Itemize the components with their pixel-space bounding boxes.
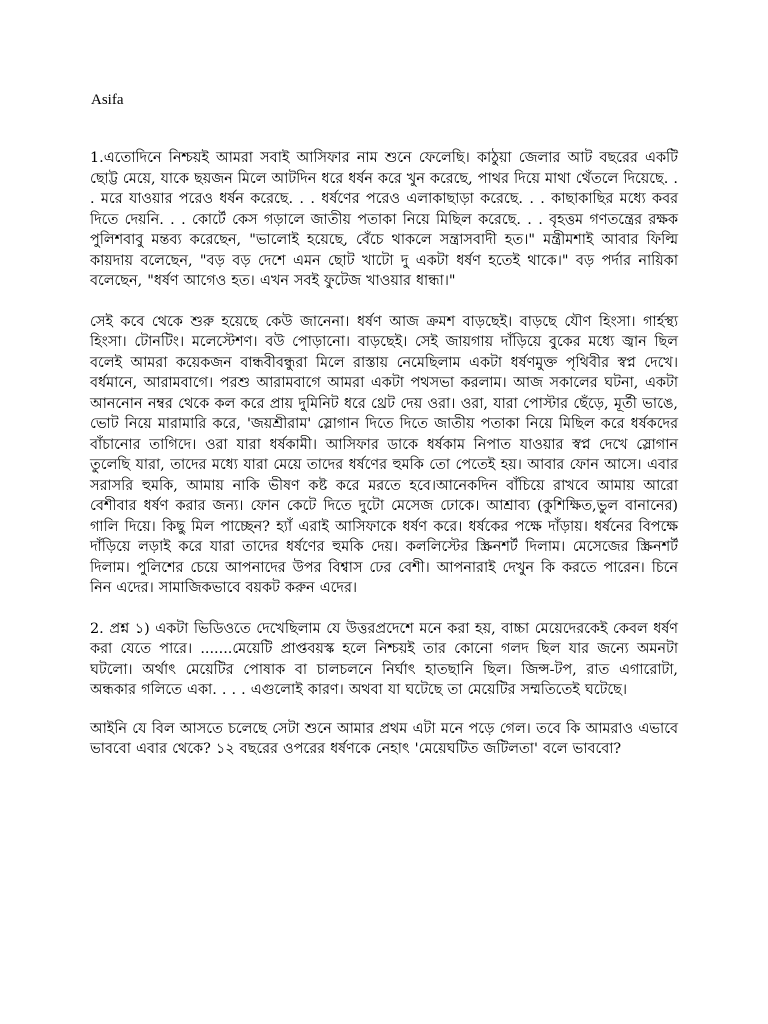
paragraph-asifa-incident: 1.এতোদিনে নিশ্চয়ই আমরা সবাই আসিফার নাম শুনে ফেলেছি। কাঠুয়া জেলার আট বছরের একটি ছোট্ট মেয়ে, যাকে ছয়জন মিলে আটদিন ধরে ধর্ষন করে খুন করেছে, পাথর দিয়ে মাথা থেঁতলে দিয়েছে. . . মরে যাওয়ার পরেও ধর্ষন করেছে. . . ধর্ষণের পরেও এলাকাছাড়া করেছে. . . কাছাকাছির মধ্যে কবর দিতে দেয়নি. . . কোর্টে কেস গড়ালে জাতীয় পতাকা নিয়ে মিছিল করেছে. . . বৃহত্তম গণতন্ত্রের রক্ষক পুলিশবাবু মন্তব্য করেছেন, "ভালোই হয়েছে, বেঁচে থাকলে সন্ত্রাসবাদী হত।" মন্ত্রীমশাই আবার ফিল্মি কায়দায় বলেছেন, "বড় বড় দেশে এমন ছোট খাটো দু একটা ধর্ষণ হতেই থাকে।" বড় পর্দার নায়িকা বলেছেন, "ধর্ষণ আগেও হত। এখন সবই ফুটেজ খাওয়ার ধান্ধা।" [90, 150, 678, 289]
paragraph-question-one: 2. প্রশ্ন ১) একটা ভিডিওতে দেখেছিলাম যে উত্তরপ্রদেশে মনে করা হয়, বাচ্চা মেয়েদেরকেই কেবল ধর্ষণ করা যেতে পারে। .......মেয়েটি প্রাপ্তবয়স্ক হলে নিশ্চয়ই তার কোনো গলদ ছিল যার জন্যে অমনটা ঘটলো। অর্থাৎ মেয়েটির পোষাক বা চালচলনে নির্ঘাৎ হাতছানি ছিল। জিন্স-টপ, রাত এগারোটা, অন্ধকার গলিতে একা. . . . এগুলোই কারণ। অথবা যা ঘটেছে তা মেয়েটির সম্মতিতেই ঘটেছে। [90, 620, 678, 698]
document-title: Asifa [91, 92, 124, 108]
paragraph-legal-bill: আইনি যে বিল আসতে চলেছে সেটা শুনে আমার প্রথম এটা মনে পড়ে গেল। তবে কি আমরাও এভাবে ভাববো এবার থেকে? ১২ বছরের ওপরের ধর্ষণকে নেহাৎ 'মেয়েঘটিত জটিলতা' বলে ভাববো? [90, 720, 678, 757]
document-body [90, 148, 678, 780]
paragraph-threats: সেই কবে থেকে শুরু হয়েছে কেউ জানেনা। ধর্ষণ আজ ক্রমশ বাড়ছেই। বাড়ছে যৌণ হিংসা। গার্হস্থ্য হিংসা। টোনটিং। মলেস্টেশণ। বউ পোড়ানো। বাড়ছেই। সেই জায়গায় দাঁড়িয়ে বুকের মধ্যে জ্বান ছিল বলেই আমরা কয়েকজন বান্ধবীবন্ধুরা মিলে রাস্তায় নেমেছিলাম একটা ধর্ষণমুক্ত পৃথিবীর স্বপ্ন দেখে। বর্ধমানে, আরামবাগে। পরশু আরামবাগে আমরা একটা পথসভা করলাম। আজ সকালের ঘটনা, একটা আননোন নম্বর থেকে কল করে প্রায় দুমিনিট ধরে থ্রেট দেয় ওরা। ওরা, যারা পোস্টার ছেঁড়ে, মূর্তী ভাঙে, ভোট নিয়ে মারামারি করে, 'জয়শ্রীরাম' স্লোগান দিতে দিতে জাতীয় পতাকা নিয়ে মিছিল করে ধর্ষকদের বাঁচানোর তাগিদে। ওরা যারা ধর্ষকামী। আসিফার ডাকে ধর্ষকাম নিপাত যাওয়ার স্বপ্ন দেখে স্লোগান তুলেছি যারা, তাদের মধ্যে যারা মেয়ে তাদের ধর্ষণের হুমকি তো পেতেই হয়। আবার ফোন আসে। এবার সরাসরি হুমকি, আমায় নাকি ভীষণ কষ্ট করে মরতে হবে।আনেকদিন বাঁচিয়ে রাখবে আমায় আরো বেশীবার ধর্ষণ করার জন্য। ফোন কেটে দিতে দুটো মেসেজ ঢোকে। আশ্রাব্য (কুশিক্ষিত,ভুল বানানের) গালি দিয়ে। কিছু মিল পাচ্ছেন? হ্যাঁ এরাই আসিফাকে ধর্ষণ করে। ধর্ষকের পক্ষে দাঁড়ায়। ধর্ষনের বিপক্ষে দাঁড়িয়ে লড়াই করে যারা তাদের ধর্ষণের হুমকি দেয়। কললিস্টের স্ক্রিনশর্ট দিলাম। মেসেজের স্ক্রিনশর্ট দিলাম। পুলিশের চেয়ে আপনাদের উপর বিশ্বাস ঢের বেশী। আপনারাই দেখুন কি করতে পারেন। চিনে নিন এদের। সামাজিকভাবে বয়কট করুন এদের। [90, 313, 678, 596]
